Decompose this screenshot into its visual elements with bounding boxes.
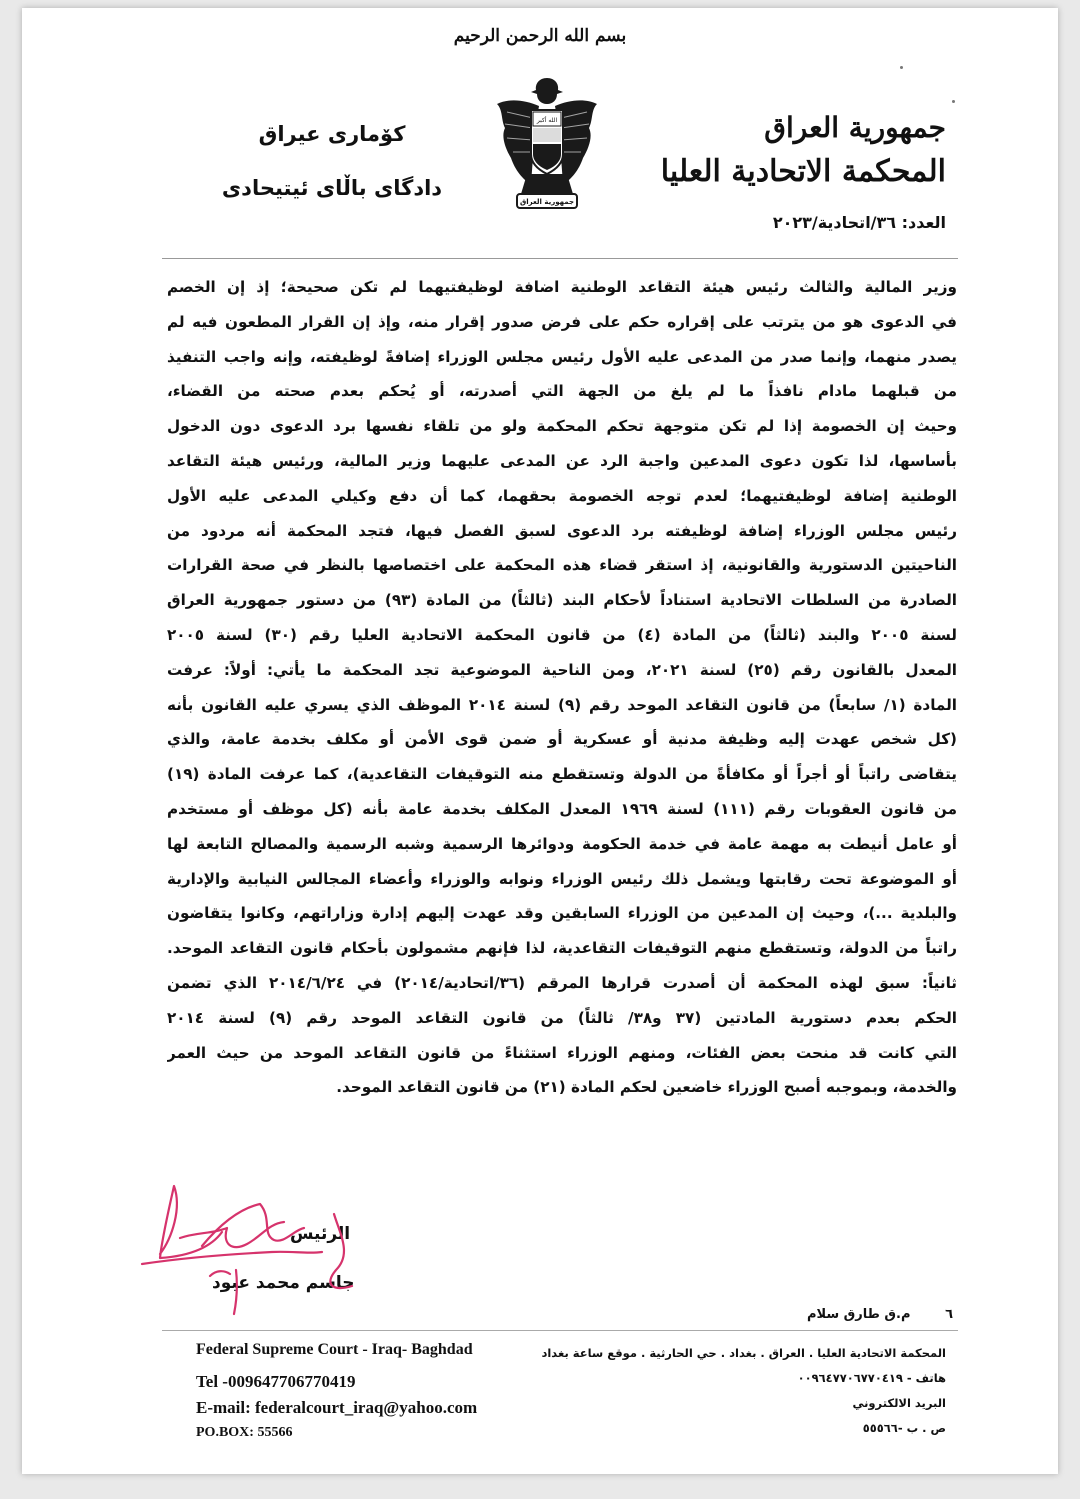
body-line: يصدر منهما، وإنما صدر من المدعى عليه الأول رئيس مجلس الوزراء إضافةً لوظيفته، وإنه واجب التنفيذ <box>167 347 957 366</box>
eagle-emblem-icon <box>487 70 607 215</box>
body-line: الناحيتين الدستورية والقانونية، إذ استقر قضاء هذه المحكمة على اختصاصها بالنظر في صحة القرارات <box>167 556 957 575</box>
body-line: المعدل بالقانون رقم (٢٥) لسنة ٢٠٢١، ومن الناحية الموضوعية تجد المحكمة ما يأتي: أولاً: عرفت <box>167 660 957 679</box>
footer-court-en: Federal Supreme Court - Iraq- Baghdad <box>196 1341 473 1358</box>
footer-email-label-ar: البريد الالكتروني <box>852 1396 946 1410</box>
footer-arabic <box>541 1341 946 1441</box>
president-title: الرئيس <box>290 1224 351 1244</box>
president-name: جاسم محمد عبود <box>212 1273 355 1293</box>
body-line: الصادرة من السلطات الاتحادية استناداً لأحكام البند (ثالثاً) من المادة (٩٣) من دستور جمهورية العراق <box>167 591 957 610</box>
judgment-text <box>167 270 957 1105</box>
body-line: لسنة ٢٠٠٥ والبند (ثالثاً) من المادة (٤) من قانون المحكمة الاتحادية العليا رقم (٣٠) لسنة ٢٠٠٥ <box>167 625 957 644</box>
footer-pobox-ar: ص . ب -٥٥٥٦٦ <box>862 1421 946 1435</box>
body-line: أو الموضوعة تحت رقابتها ويشمل ذلك رئيس الوزراء ونوابه والوزراء وأعضاء المجالس النيابية والإدارية <box>167 869 957 888</box>
body-line: (كل شخص عهدت إليه وظيفة مدنية أو عسكرية أو ضمن قوى الأمن أو مكلف بخدمة عامة، والذي <box>167 730 957 749</box>
typist-initials: م.ق طارق سلام <box>806 1307 911 1322</box>
body-line: من قبلهما مادام نافذاً ما لم يلغ من الجهة التي أصدرته، أو يُحكم بعدم صحته من القضاء، <box>167 382 957 401</box>
reference-number: العدد: ٣٦/اتحادية/٢٠٢٣ <box>772 213 946 232</box>
body-line: يتقاضى راتباً أو أجراً أو مكافأةً من الدولة وتستقطع منه التوقيفات التقاعدية)، كما عرفت المادة (١٩) <box>167 765 957 784</box>
body-line: الحكم بعدم دستورية المادتين (٣٧ و٣٨/ ثالثاً) من قانون التقاعد الموحد رقم (٩) لسنة ٢٠١٤ <box>167 1008 957 1027</box>
footer-email-en: E-mail: federalcourt_iraq@yahoo.com <box>196 1398 478 1417</box>
body-line: وحيث إن الخصومة إذا لم تكن متوجهة تحكم المحكمة ولو من تلقاء نفسها برد الدعوى دون الدخول <box>167 417 957 436</box>
scan-speck <box>952 100 955 103</box>
footer-address-ar: المحكمة الاتحادية العليا . العراق . بغداد . حي الحارثية . موقع ساعة بغداد <box>541 1346 946 1360</box>
document-page <box>22 8 1058 1474</box>
header-divider <box>162 258 958 259</box>
page-number: ٦ <box>945 1307 953 1322</box>
typist-line <box>807 1307 953 1322</box>
body-line: رئيس مجلس الوزراء إضافة لوظيفته برد الدعوى لسبق الفصل فيها، فتجد المحكمة أنه مردود من <box>167 521 957 540</box>
body-line: وزير المالية والثالث رئيس هيئة التقاعد الوطنية اضافة لوظيفتيهما لم تكن صحيحة؛ إذ إن الخصم <box>167 278 957 296</box>
svg-text:الله أكبر: الله أكبر <box>536 117 558 124</box>
kurdish-name-line2: دادگاى باڵاى ئيتيحادى <box>221 176 443 200</box>
body-line: راتباً من الدولة، وتستقطع منهم التوقيفات التقاعدية، لذا فإنهم مشمولون بأحكام قانون التقاعد الموحد. <box>167 939 957 958</box>
kurdish-name-line1: كۆمارى عيراق <box>258 122 406 146</box>
body-line: ثانياً: سبق لهذه المحكمة أن أصدرت قرارها المرقم (٣٦/اتحادية/٢٠١٤) في ٢٠١٤/٦/٢٤ الذي تضمن <box>167 973 957 992</box>
emblem-scroll-text: جمهورية العراق <box>519 198 575 206</box>
body-line: من قانون العقوبات رقم (١١١) لسنة ١٩٦٩ المعدل المكلف بخدمة عامة بأنه (كل موظف أو مستخدم <box>167 799 957 818</box>
body-line: المادة (١/ سابعاً) من قانون التقاعد الموحد رقم (٩) لسنة ٢٠١٤ الموظف الذي يسري عليه القانون بأنه <box>167 695 957 714</box>
arabic-name-line1: جمهورية العراق <box>764 111 946 144</box>
body-line: بأساسها، لذا تكون دعوى المدعين واجبة الرد عن المدعى عليهما وزير المالية، ورئيس هيئة التقاعد <box>167 451 957 470</box>
body-line: التي كانت قد منحت بعض الفئات، ومنهم الوزراء استثناءً من قانون التقاعد الموحد من حيث العمر <box>167 1043 957 1062</box>
arabic-court-name <box>661 108 946 196</box>
kurdish-court-name <box>192 116 472 206</box>
body-line: والبلدية ...)، وحيث إن المدعين من الوزراء السابقين وقد عهدت إليهم إدارة وزاراتهم، وكانوا يتقاضون <box>167 904 957 923</box>
body-line: والخدمة، وبموجبه أصبح الوزراء خاضعين لحكم المادة (٢١) من قانون التقاعد الموحد. <box>336 1078 957 1097</box>
body-line: أو عامل أنيطت به مهمة عامة في خدمة الحكومة ودوائرها الرسمية وشبه الرسمية والمصالح التابعة لها <box>167 834 957 853</box>
footer-divider <box>162 1330 958 1331</box>
arabic-name-line2: المحكمة الاتحادية العليا <box>660 154 946 189</box>
footer-pobox-en: PO.BOX: 55566 <box>196 1425 293 1440</box>
footer-english <box>196 1338 477 1445</box>
scan-speck <box>900 66 903 69</box>
basmala: بسم الله الرحمن الرحيم <box>453 26 627 46</box>
footer-tel-en: Tel -009647706770419 <box>196 1372 356 1391</box>
footer-phone-ar: هاتف - ٠٠٩٦٤٧٧٠٦٧٧٠٤١٩ <box>797 1371 946 1385</box>
body-line: في الدعوى هو من يترتب على إقراره حكم على فرض صدور إقرار منه، وإذ إن القرار المطعون فيه لم <box>167 312 957 331</box>
body-line: الوطنية إضافة لوظيفتيهما؛ لعدم توجه الخصومة بحقهما، كما أن دفع وكيلي المدعى عليه الأول <box>167 486 957 505</box>
